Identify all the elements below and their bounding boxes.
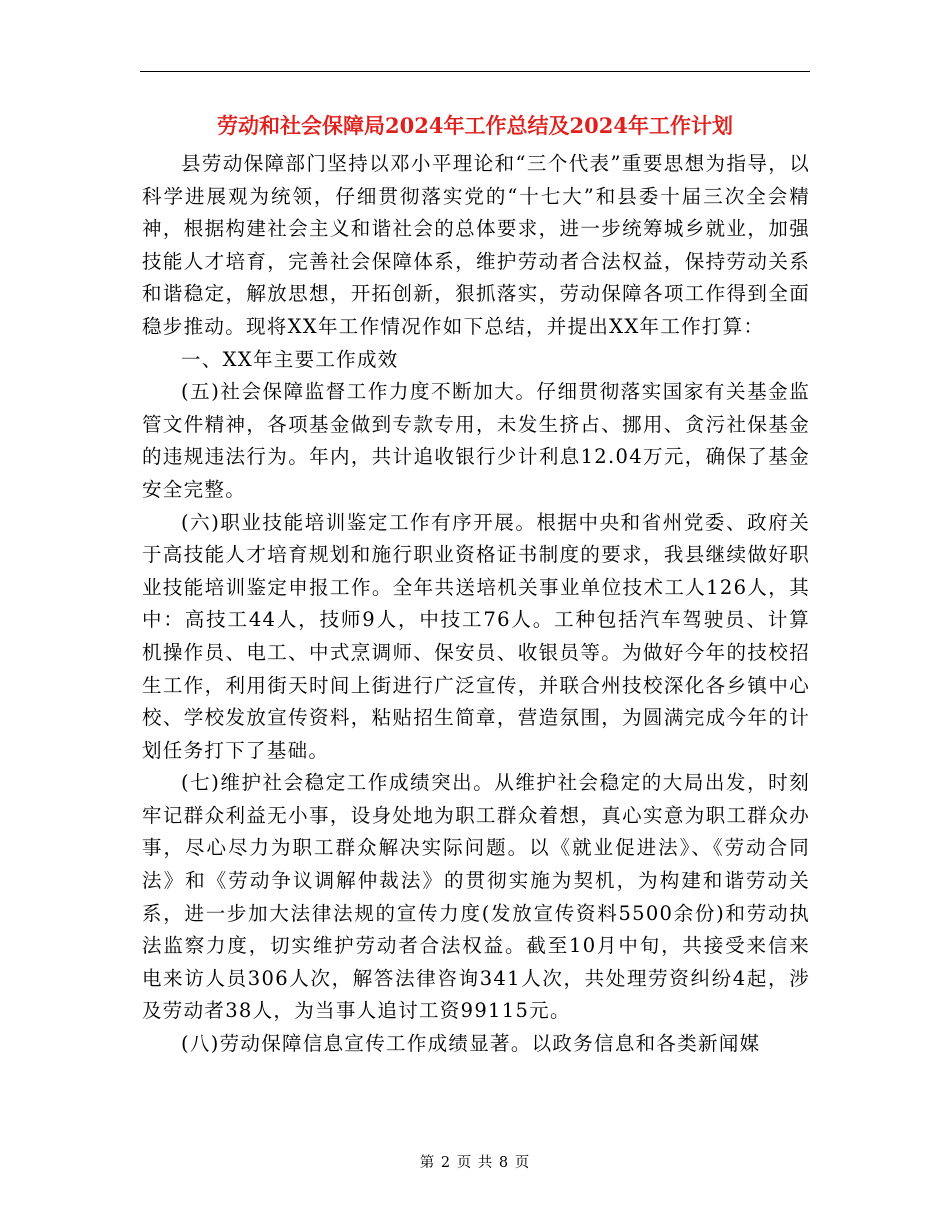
header-rule [140, 71, 810, 72]
paragraph-item-5: (五)社会保障监督工作力度不断加大。仔细贯彻落实国家有关基金监管文件精神，各项基金做到专款专用，未发生挤占、挪用、贪污社保基金的违规违法行为。年内，共计追收银行少计利息12.04万元，确保了基金安全完整。 [142, 380, 810, 501]
paragraph-item-8: (八)劳动保障信息宣传工作成绩显著。以政务信息和各类新闻媒 [181, 1032, 761, 1056]
intro-paragraph: 县劳动保障部门坚持以邓小平理论和“三个代表”重要思想为指导，以科学进展观为统领，仔细贯彻落实党的“十七大”和县委十届三次全会精神，根据构建社会主义和谐社会的总体要求，进一步统筹城乡就业，加强技能人才培育，完善社会保障体系，维护劳动者合法权益，保持劳动关系和谐稳定，解放思想，开拓创新，狠抓落实，劳动保障各项工作得到全面稳步推动。现将XX年工作情况作如下总结，并提出XX年工作打算： [142, 152, 810, 338]
section-heading: 一、XX年主要工作成效 [181, 347, 399, 371]
page-number-footer: 第 2 页 共 8 页 [419, 1155, 531, 1171]
paragraph-item-7: (七)维护社会稳定工作成绩突出。从维护社会稳定的大局出发，时刻牢记群众利益无小事，设身处地为职工群众着想，真心实意为职工群众办事，尽心尽力为职工群众解决实际问题。以《就业促进法》、《劳动合同法》和《劳动争议调解仲裁法》的贯彻实施为契机，为构建和谐劳动关系，进一步加大法律法规的宣传力度(发放宣传资料5500余份)和劳动执法监察力度，切实维护劳动者合法权益。截至10月中旬，共接受来信来电来访人员306人次，解答法律咨询341人次，共处理劳资纠纷4起，涉及劳动者38人，为当事人追讨工资99115元。 [142, 771, 810, 1023]
paragraph-item-6: (六)职业技能培训鉴定工作有序开展。根据中央和省州党委、政府关于高技能人才培育规划和施行职业资格证书制度的要求，我县继续做好职业技能培训鉴定申报工作。全年共送培机关事业单位技术工人126人，其中：高技工44人，技师9人，中技工76人。工种包括汽车驾驶员、计算机操作员、电工、中式烹调师、保安员、收银员等。为做好今年的技校招生工作，利用街天时间上街进行广泛宣传，并联合州技校深化各乡镇中心校、学校发放宣传资料，粘贴招生简章，营造氛围，为圆满完成今年的计划任务打下了基础。 [142, 510, 810, 762]
document-body [142, 148, 810, 1061]
document-title: 劳动和社会保障局2024年工作总结及2024年工作计划 [217, 113, 733, 138]
